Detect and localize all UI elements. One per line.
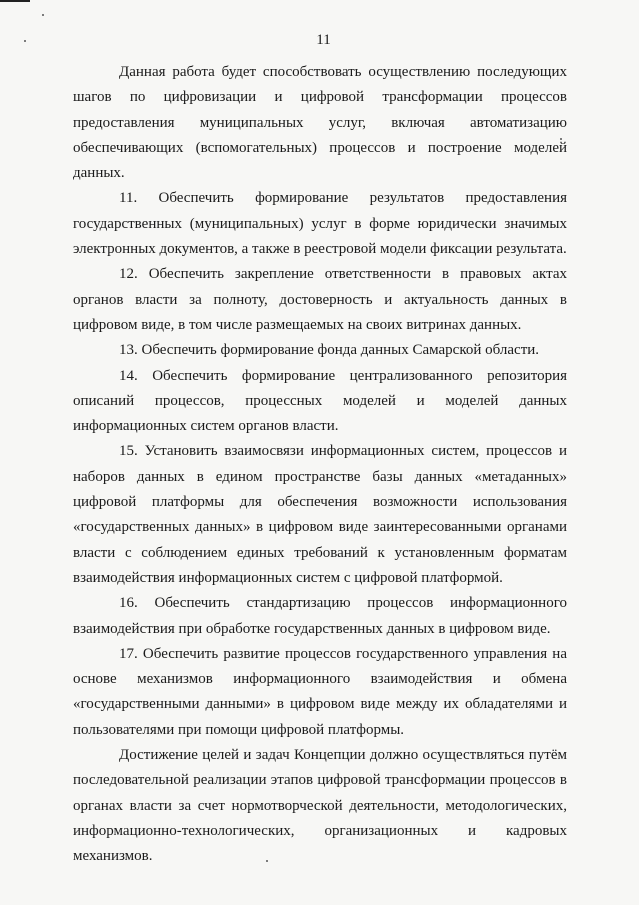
- paragraph-item-17: 17. Обеспечить развитие процессов государственного управления на основе механизмов информационного взаимодействия и обмена «государственными данными» в цифровом виде между их обладателями и пользователями при помощи цифровой платформы.: [73, 645, 567, 738]
- document-body: [73, 60, 567, 870]
- scan-speck: [42, 14, 44, 16]
- page-number: 11: [316, 32, 331, 48]
- scan-corner-mark: [0, 0, 30, 2]
- paragraph-item-16: 16. Обеспечить стандартизацию процессов информационного взаимодействия при обработке государственных данных в цифровом виде.: [73, 595, 567, 637]
- paragraph-item-11: 11. Обеспечить формирование результатов предоставления государственных (муниципальных) услуг в форме юридически значимых электронных документов, а также в реестровой модели фиксации результата.: [73, 190, 567, 258]
- paragraph-item-12: 12. Обеспечить закрепление ответственности в правовых актах органов власти за полноту, достоверность и актуальность данных в цифровом виде, в том числе размещаемых на своих витринах данных.: [73, 266, 567, 333]
- paragraph-item-14: 14. Обеспечить формирование централизованного репозитория описаний процессов, процессных моделей и моделей данных информационных систем органов власти.: [73, 367, 567, 435]
- paragraph-conclusion: Достижение целей и задач Концепции должно осуществляться путём последовательной реализации этапов цифровой трансформации процессов в органах власти за счет нормотворческой деятельности, методологических, информационно-технологических, организационных и кадровых механизмов.: [73, 747, 567, 865]
- paragraph-item-15: 15. Установить взаимосвязи информационных систем, процессов и наборов данных в едином пространстве базы данных «метаданных» цифровой платформы для обеспечения возможности использования «государственных данных» в цифровом виде заинтересованными органами власти с соблюдением единых требований к установленным форматам взаимодействия информационных систем с цифровой платформой.: [73, 443, 567, 586]
- paragraph-item-13: 13. Обеспечить формирование фонда данных Самарской области.: [119, 342, 540, 359]
- paragraph-intro: Данная работа будет способствовать осуществлению последующих шагов по цифровизации и цифровой трансформации процессов предоставления муниципальных услуг, включая автоматизацию обеспечивающих (вспомогательных) процессов и построение моделей данных.: [73, 64, 567, 182]
